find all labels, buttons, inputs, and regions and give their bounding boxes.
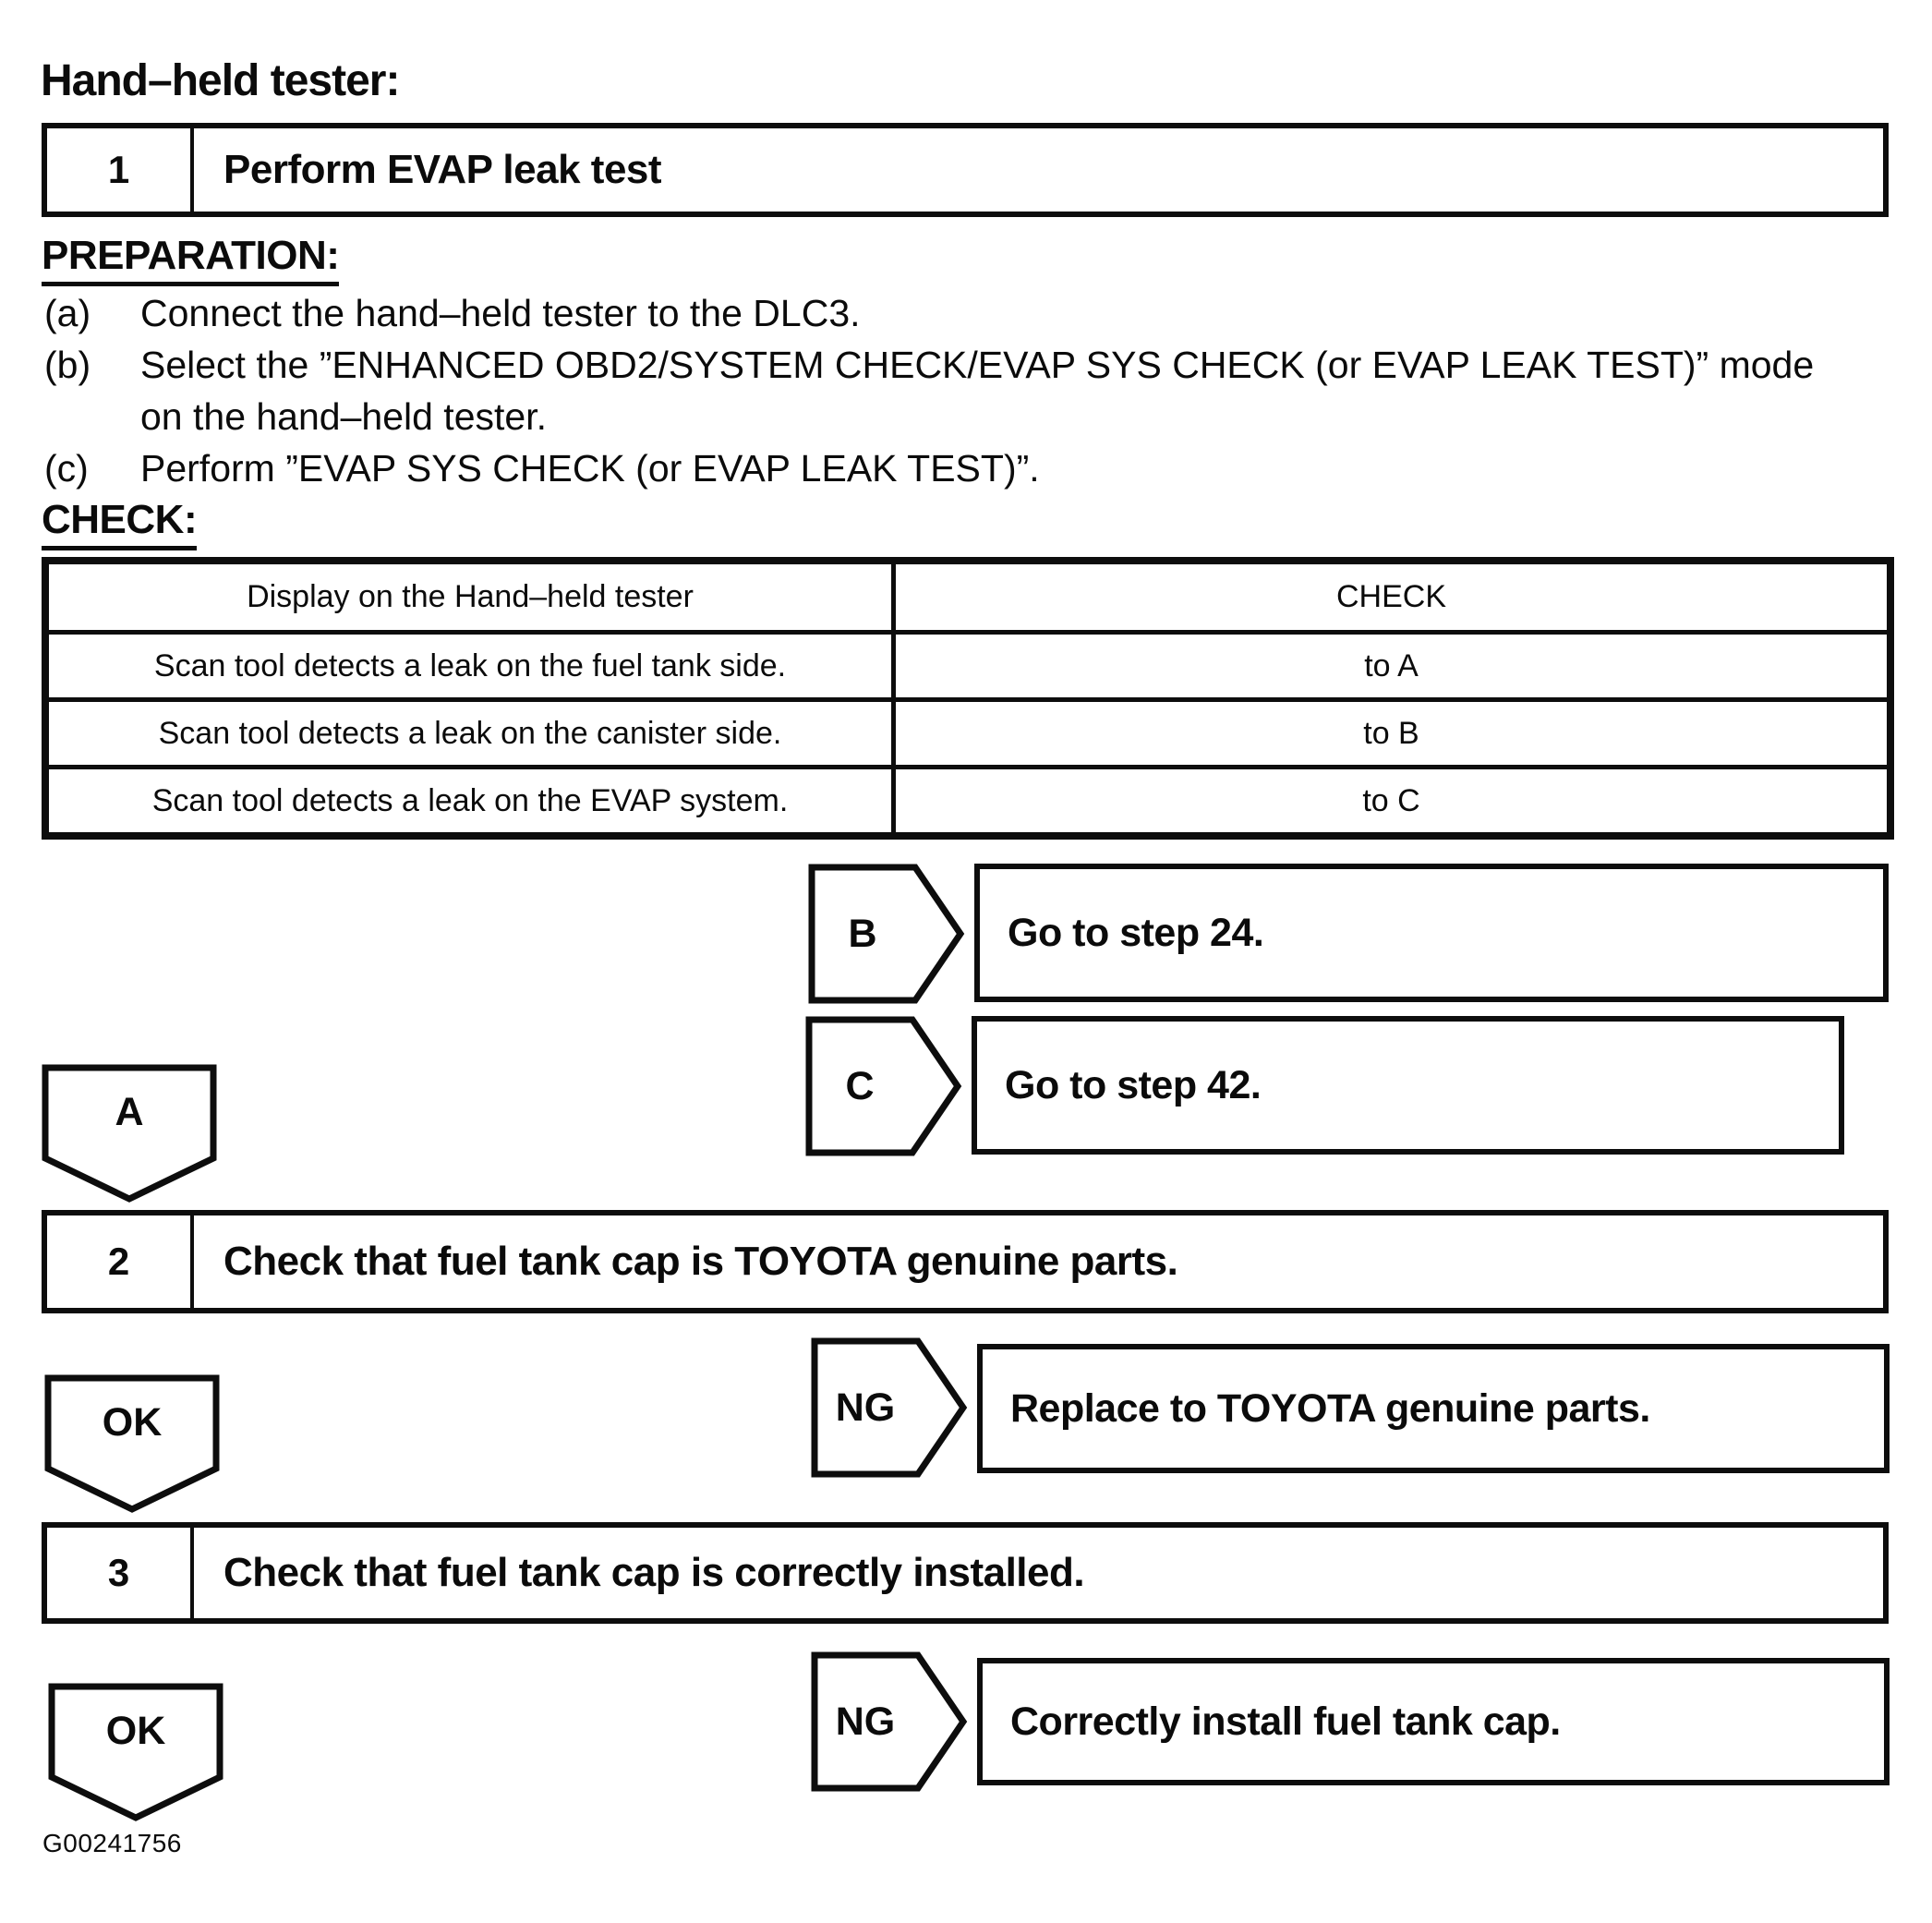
prep-item-c-text: Perform ”EVAP SYS CHECK (or EVAP LEAK TEST)”. [140, 447, 1040, 490]
check-table-header-check: CHECK [894, 562, 1890, 633]
branch-b-label: B [848, 911, 877, 956]
preparation-heading: PREPARATION: [42, 233, 339, 286]
step-3-box [42, 1522, 1889, 1624]
check-table-cell: to C [894, 768, 1890, 835]
step-2-number: 2 [47, 1215, 194, 1308]
branch-c-arrow-shape [805, 1016, 962, 1156]
branch-b-arrow-shape [808, 864, 965, 1004]
branch-c-label: C [845, 1063, 875, 1108]
connector-a-shape [42, 1064, 217, 1203]
ng-1-label: NG [835, 1385, 896, 1430]
check-table-row-fuel-tank [47, 633, 1890, 700]
step-2-label: Check that fuel tank cap is TOYOTA genuine parts. [223, 1239, 1178, 1284]
page-title: Hand–held tester: [41, 56, 400, 105]
figure-code: G00241756 [42, 1829, 182, 1857]
step-1-label: Perform EVAP leak test [223, 147, 662, 192]
check-table-cell: to A [894, 633, 1890, 700]
check-table-row-canister [47, 700, 1890, 768]
prep-item-b-text-line1: Select the ”ENHANCED OBD2/SYSTEM CHECK/EVAP SYS CHECK (or EVAP LEAK TEST)” mode [140, 344, 1815, 386]
check-heading-wrap [42, 497, 197, 550]
check-table-header-display: Display on the Hand–held tester [47, 562, 894, 633]
branch-b-action-box: Go to step 24. [974, 864, 1889, 1002]
preparation-heading-wrap [42, 233, 339, 286]
check-heading: CHECK: [42, 497, 197, 550]
prep-item-b-marker: (b) [44, 344, 91, 386]
ng-1-arrow-shape [811, 1337, 968, 1478]
prep-item-c-marker: (c) [44, 447, 89, 490]
ng-2-arrow-shape [811, 1651, 968, 1792]
prep-item-a-text: Connect the hand–held tester to the DLC3. [140, 292, 861, 334]
ok-1-shape [44, 1374, 220, 1513]
check-table-cell: to B [894, 700, 1890, 768]
step-3-number: 3 [47, 1528, 194, 1618]
ok-2-label: OK [105, 1708, 166, 1753]
check-table-cell: Scan tool detects a leak on the fuel tank side. [47, 633, 894, 700]
check-table-cell: Scan tool detects a leak on the EVAP system. [47, 768, 894, 835]
ok-2-shape [48, 1683, 223, 1821]
step-1-box [42, 123, 1889, 217]
prep-item-b-text-line2: on the hand–held tester. [140, 395, 547, 438]
step-2-box [42, 1210, 1889, 1313]
connector-a-label: A [115, 1089, 144, 1134]
check-table-row-evap-system [47, 768, 1890, 835]
ng-2-label: NG [835, 1699, 896, 1744]
ng-2-action-box: Correctly install fuel tank cap. [977, 1658, 1890, 1785]
check-table-cell: Scan tool detects a leak on the canister side. [47, 700, 894, 768]
prep-item-a-marker: (a) [44, 292, 91, 334]
ng-1-action-box: Replace to TOYOTA genuine parts. [977, 1344, 1890, 1473]
step-1-number: 1 [47, 128, 194, 212]
ok-1-label: OK [102, 1399, 163, 1445]
check-table [42, 557, 1894, 840]
check-table-header-row [47, 562, 1890, 633]
branch-c-action-box: Go to step 42. [972, 1016, 1844, 1155]
step-3-label: Check that fuel tank cap is correctly installed. [223, 1550, 1085, 1595]
